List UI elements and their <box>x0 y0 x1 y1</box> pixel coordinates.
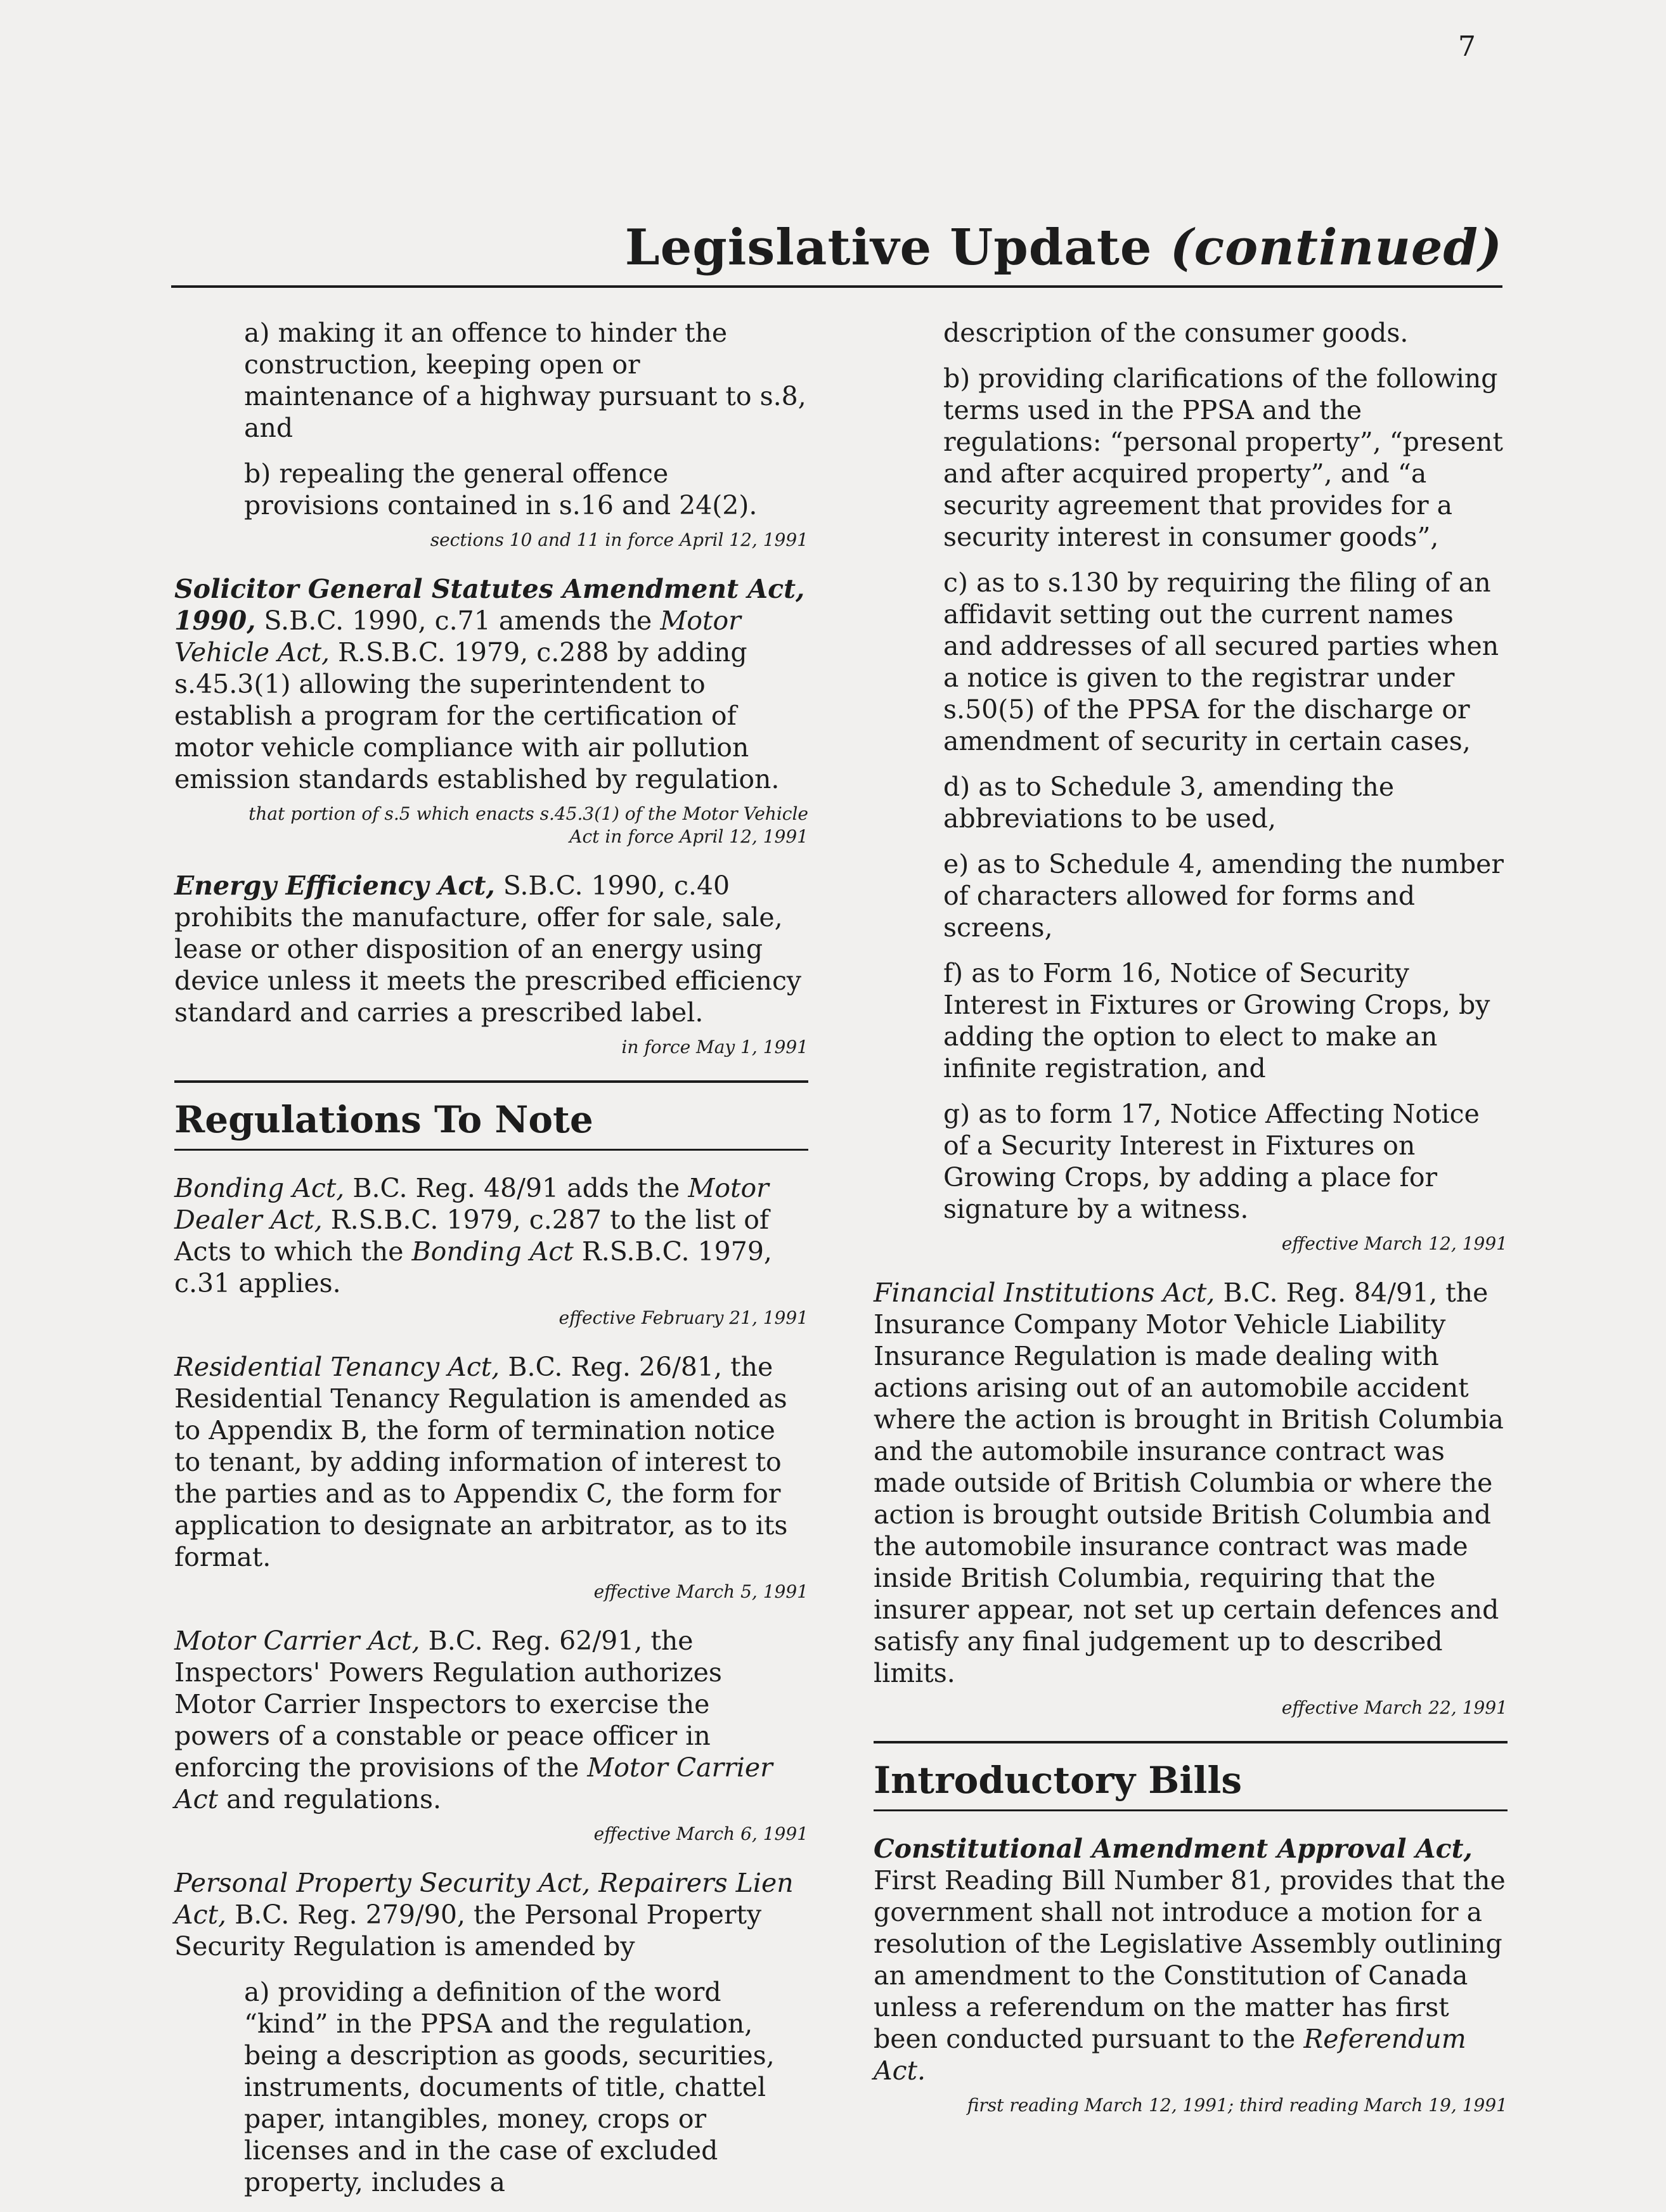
financial-institutions-entry <box>874 1277 1508 1689</box>
energy-efficiency-entry <box>174 870 808 1028</box>
page-number: 7 <box>1458 30 1476 63</box>
motor-carrier-entry <box>174 1625 808 1815</box>
note-may1: in force May 1, 1991 <box>621 1037 808 1057</box>
pps-item-a: a) providing a definition of the word “kind” in the PPSA and the regulation, being a description as goods, securities, instruments, documents of title, chattel paper, intangibles, money, crops or licenses and in the case of excluded property, includes a <box>244 1977 775 2197</box>
pps-item-d: d) as to Schedule 3, amending the abbreviations to be used, <box>943 772 1395 834</box>
title-continued: (continued) <box>1170 219 1502 276</box>
pps-item-b: b) providing clarifications of the following terms used in the PPSA and the regulations: “personal property”, “present and after acquired property”, and “a security agreement that provides for a security interest in consumer goods”, <box>943 363 1503 552</box>
entry-text: B.C. Reg. 26/81, the Residential Tenancy Regulation is amended as to Appendix B, the form of termination notice to tenant, by adding information of interest to the parties and as to Appendix C, the form for application to designate an arbitrator, as to its format. <box>174 1352 788 1572</box>
note-mar22: effective March 22, 1991 <box>1281 1697 1508 1718</box>
section-divider <box>874 1741 1508 1743</box>
act-title: Motor Carrier Act, <box>174 1626 420 1656</box>
heading-divider <box>874 1809 1508 1811</box>
act-title: Bonding Act, <box>174 1173 345 1203</box>
constitutional-amendment-entry <box>874 1833 1508 2086</box>
pps-item-e: e) as to Schedule 4, amending the number of characters allowed for forms and screens, <box>943 849 1504 943</box>
entry-text: R.S.B.C. 1979, c.288 by adding s.45.3(1) allowing the superintendent to establish a program for the certification of motor vehicle compliance with air pollution emission standards established by regulation. <box>174 637 780 794</box>
note-sections-10-11: sections 10 and 11 in force April 12, 1991 <box>430 529 808 550</box>
bonding-act-entry <box>174 1172 808 1299</box>
note-mar5: effective March 5, 1991 <box>593 1581 808 1602</box>
introductory-bills-heading: Introductory Bills <box>874 1759 1243 1802</box>
act-ref: Motor Dealer Act, <box>174 1173 769 1235</box>
left-column <box>174 317 808 2212</box>
entry-text: B.C. Reg. 279/90, the Personal Property Security Regulation is amended by <box>174 1899 762 1962</box>
act-title: Residential Tenancy Act, <box>174 1352 500 1382</box>
page-title <box>625 219 1502 276</box>
note-line: Act in force April 12, 1991 <box>569 826 808 847</box>
pps-entry <box>174 1867 808 1962</box>
section-divider <box>174 1080 808 1083</box>
left-item-b: b) repealing the general offence provisions contained in s.16 and 24(2). <box>244 458 758 521</box>
page-header <box>171 216 1502 288</box>
entry-text: and regulations. <box>218 1784 442 1814</box>
act-ref: Motor Vehicle Act, <box>174 605 741 668</box>
note-line: that portion of s.5 which enacts s.45.3(1) of the Motor Vehicle <box>249 803 808 824</box>
entry-text: S.B.C. 1990, c.71 amends the <box>255 605 661 636</box>
act-ref: Referendum Act. <box>874 2024 1466 2086</box>
act-title: Financial Institutions Act, <box>874 1277 1215 1308</box>
left-item-a: a) making it an offence to hinder the construction, keeping open or maintenance of a highway pursuant to s.8, and <box>244 318 806 443</box>
entry-text: First Reading Bill Number 81, provides that the government shall not introduce a motion for a resolution of the Legislative Assembly outlining an amendment to the Constitution of Canada unless a referendum on the matter has first been conducted pursuant to the <box>874 1865 1506 2054</box>
entry-text: R.S.B.C. 1979, c.31 applies. <box>174 1236 772 1298</box>
entry-text: S.B.C. 1990, c.40 prohibits the manufacture, offer for sale, sale, lease or other disposition of an energy using device unless it meets the prescribed efficiency standard and carries a prescribed label. <box>174 870 802 1028</box>
note-first-reading: first reading March 12, 1991; third reading March 19, 1991 <box>967 2095 1508 2116</box>
note-mar6: effective March 6, 1991 <box>593 1823 808 1844</box>
act-title: Energy Efficiency Act, <box>174 870 495 901</box>
residential-tenancy-entry <box>174 1351 808 1573</box>
act-ref: Bonding Act <box>411 1236 574 1267</box>
entry-text: B.C. Reg. 48/91 adds the <box>344 1173 688 1203</box>
act-ref: Motor Carrier Act <box>174 1752 773 1814</box>
entry-text: B.C. Reg. 84/91, the Insurance Company Motor Vehicle Liability Insurance Regulation is made dealing with actions arising out of an automobile accident where the action is brought in British Columbia and the automobile insurance contract was made outside of British Columbia or where the action is brought outside British Columbia and the automobile insurance contract was made inside British Columbia, requiring that the insurer appear, not set up certain defences and satisfy any final judgement up to described limits. <box>874 1277 1504 1688</box>
act-title: Personal Property Security Act, Repairers Lien Act, <box>174 1868 794 1930</box>
heading-divider <box>174 1149 808 1151</box>
title-text: Legislative Update <box>624 219 1153 276</box>
pps-item-g: g) as to form 17, Notice Affecting Notice of a Security Interest in Fixtures on Growing Crops, by adding a place for signature by a witness. <box>943 1099 1480 1224</box>
pps-item-f: f) as to Form 16, Notice of Security Interest in Fixtures or Growing Crops, by adding the option to elect to make an infinite registration, and <box>943 958 1490 1083</box>
right-column <box>874 317 1508 2138</box>
pps-item-a-cont: description of the consumer goods. <box>943 318 1409 348</box>
solicitor-general-entry <box>174 573 808 795</box>
act-title: Constitutional Amendment Approval Act, <box>874 1834 1473 1864</box>
note-s45 <box>174 803 808 848</box>
note-feb21: effective February 21, 1991 <box>559 1307 808 1328</box>
pps-item-c: c) as to s.130 by requiring the filing of an affidavit setting out the current names and addresses of all secured parties when a notice is given to the registrar under s.50(5) of the PPSA for the discharge or amendment of security in certain cases, <box>943 567 1499 756</box>
act-title: Solicitor General Statutes Amendment Act, 1990, <box>174 574 805 636</box>
note-mar12: effective March 12, 1991 <box>1281 1233 1508 1254</box>
regulations-heading: Regulations To Note <box>174 1098 593 1141</box>
entry-text: R.S.B.C. 1979, c.287 to the list of Acts to which the <box>174 1205 770 1267</box>
entry-text: B.C. Reg. 62/91, the Inspectors' Powers Regulation authorizes Motor Carrier Inspectors to exercise the powers of a constable or peace officer in enforcing the provisions of the <box>174 1626 722 1783</box>
